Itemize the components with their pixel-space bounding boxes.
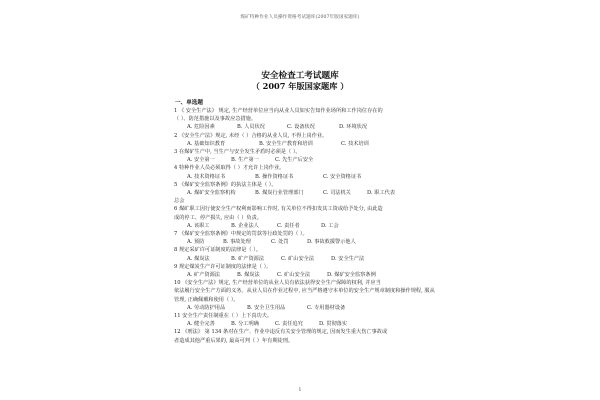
page-number: 1 bbox=[298, 388, 302, 393]
option-b: B. 矿产资源法 bbox=[231, 255, 265, 262]
question-5-continuation: 总会 bbox=[174, 198, 185, 205]
option-d: D. 贯彻落实 bbox=[319, 321, 348, 328]
option-b: B. 操作资格证书 bbox=[255, 173, 294, 180]
question-6-line-2: 成的停工、停产损失, 应由（ ）负责。 bbox=[174, 214, 262, 221]
option-b: B. 事故处理 bbox=[223, 239, 251, 246]
option-d: D. 环境状况 bbox=[339, 124, 368, 131]
option-b: B. 煤炭法 bbox=[237, 272, 260, 279]
question-6-options bbox=[174, 222, 436, 230]
question-1-line-2: （ ）、防范措施以及事故应急措施。 bbox=[174, 116, 257, 123]
option-c: C. 矿山安全法 bbox=[281, 255, 315, 262]
option-c: C. 专用器材设备 bbox=[307, 304, 346, 311]
question-5-options bbox=[174, 189, 436, 197]
option-d: D. 煤矿安全监察条例 bbox=[327, 272, 376, 279]
question-8: 8 规定采矿许可证制度的法律是（ ）。 bbox=[174, 247, 261, 254]
question-6-line-1: 6 煤矿职工因行使安全生产权利而影响工作时, 有关单位不得扣发其工资或给予处分, 由此造 bbox=[174, 206, 383, 213]
question-2: 2 《安全生产法》规定, 未经（ ）合格的从业人员, 不得上岗作业。 bbox=[174, 132, 328, 139]
question-10-line-1: 10 《安全生产法》规定, 生产经营单位的从业人员有依法获得安全生产保障的权利, 并应当 bbox=[174, 280, 381, 287]
question-12-line-1: 12 《刑法》 第 134 条对在生产、作业中违反有关安全管理的规定, 因而发生重大伤亡事故或 bbox=[174, 329, 388, 336]
option-c: C. 责任者 bbox=[277, 222, 300, 229]
option-a: A. 该职工 bbox=[187, 222, 210, 229]
option-a: A. 煤矿安全监察机构 bbox=[187, 190, 236, 197]
option-d: D. 事故救援警示他人 bbox=[307, 239, 356, 246]
option-c: C. 先生产后安全 bbox=[275, 157, 314, 164]
question-9: 9 规定煤炭生产许可证制度的法律是（ ）。 bbox=[174, 263, 272, 270]
option-a: A. 基础知识教育 bbox=[187, 140, 226, 147]
question-7-options bbox=[174, 238, 436, 246]
option-c: C. 司法机关 bbox=[323, 190, 351, 197]
option-b: B. 人员状况 bbox=[237, 124, 265, 131]
question-9-options bbox=[174, 271, 436, 279]
question-list bbox=[174, 107, 436, 345]
question-11-options bbox=[174, 320, 436, 328]
question-3-options bbox=[174, 156, 436, 164]
question-1-line-1: 1 《 安全生产法》 规定, 生产经营单位应当向从业人员如实告知作业场所和工作岗位存在的 bbox=[174, 108, 383, 114]
option-b: B. 生产第一 bbox=[231, 157, 259, 164]
question-10-line-2: 依法履行安全生产方面的义务。从业人员在作业过程中, 应当严格遵守本单位的安全生产规章制度和操作规程, 服从管理, 正确佩戴和使用（ ）。 bbox=[174, 288, 435, 303]
option-a: A. 技术资格证书 bbox=[187, 173, 226, 180]
option-c: C. 技术培训 bbox=[341, 140, 369, 147]
question-1-options bbox=[174, 123, 436, 131]
question-4: 4 特种作业人员必须取得（ ）才允许上岗作业。 bbox=[174, 165, 285, 172]
option-a: A. 安全第一 bbox=[187, 157, 215, 164]
option-c: C. 安全资格证书 bbox=[323, 173, 362, 180]
running-header: 煤矿特种作业人员操作资格考试题库(2007年版国家题库) bbox=[240, 15, 360, 20]
document-title: 安全检查工考试题库 bbox=[261, 71, 339, 81]
option-d: D. 工会 bbox=[321, 222, 339, 229]
option-a: A. 劳动防护用品 bbox=[187, 304, 226, 311]
question-5: 5 《煤矿安全监察条例》的执法主体是（ ）。 bbox=[174, 181, 277, 188]
option-a: A. 预防 bbox=[187, 239, 205, 246]
option-a: A. 矿产资源法 bbox=[187, 272, 220, 279]
question-11: 11 安全生产责任制重在（ ）上下真功夫。 bbox=[174, 313, 273, 320]
option-d: D. 安全生产法 bbox=[331, 255, 365, 262]
option-b: B. 煤炭行业管理部门 bbox=[255, 190, 304, 197]
question-12-line-2: 者造成其他严重后果的, 最高可判（ ）年有期徒刑。 bbox=[174, 337, 294, 344]
option-b: B. 分工明确 bbox=[231, 321, 259, 328]
question-7: 7 《煤矿安全监察条例》中规定的罚款等行政处罚的（ ）。 bbox=[174, 231, 308, 238]
option-a: A. 健全完善 bbox=[187, 321, 215, 328]
option-d: D. 职工代表 bbox=[367, 190, 396, 197]
option-c: C. 矿山安全法 bbox=[277, 272, 311, 279]
question-3: 3 在煤矿生产中, 当生产与安全发生矛盾时必须是（ ）。 bbox=[174, 149, 301, 156]
question-8-options bbox=[174, 255, 436, 263]
question-10-options bbox=[174, 304, 436, 312]
section-title: 一、单选题 bbox=[175, 100, 203, 106]
option-b: B. 企业法人 bbox=[231, 222, 259, 229]
document-subtitle: （ 2007 年版国家题库 ） bbox=[251, 81, 349, 91]
question-2-options bbox=[174, 140, 436, 148]
option-a: A. 煤炭法 bbox=[187, 255, 210, 262]
option-c: C. 处罚 bbox=[271, 239, 289, 246]
option-b: B. 安全生产教育和培训 bbox=[259, 140, 313, 147]
option-a: A. 危险因素 bbox=[187, 124, 215, 131]
option-c: C. 设备状况 bbox=[287, 124, 315, 131]
question-4-options bbox=[174, 173, 436, 181]
option-c: C. 责任追究 bbox=[275, 321, 303, 328]
option-b: B. 安全卫生用品 bbox=[247, 304, 286, 311]
